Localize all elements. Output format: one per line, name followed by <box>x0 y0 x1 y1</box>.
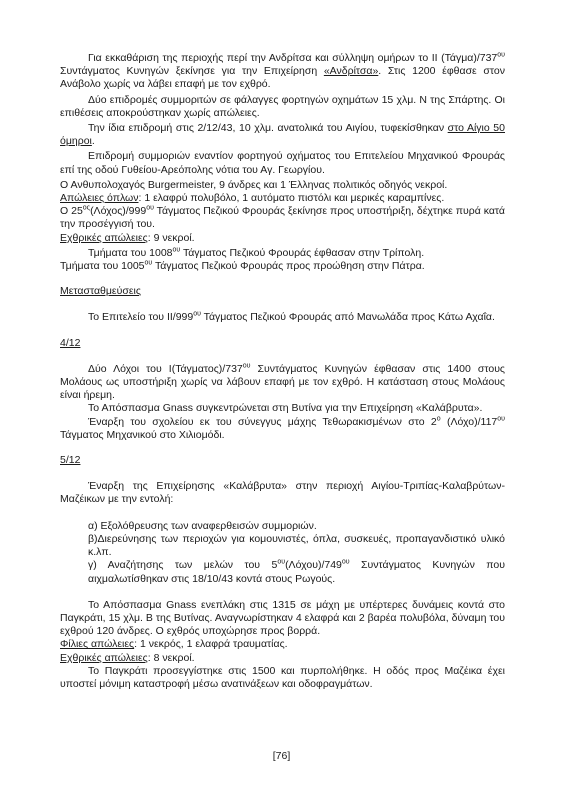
superscript: ου <box>144 259 153 267</box>
paragraph-armor-school <box>60 416 505 442</box>
paragraph-aigio-hostages <box>60 122 505 148</box>
paragraph-burgermeister: Ο Ανθυπολοχαγός Burgermeister, 9 άνδρες και 1 Έλληνας πολιτικός οδηγός νεκροί. <box>60 178 448 191</box>
text: Τάγματος Μηχανικού στο Χιλιομόδι. <box>60 428 225 441</box>
label: Απώλειες όπλων <box>60 192 139 205</box>
label: Εχθρικές απώλειες <box>60 651 148 664</box>
text: Τάγματος Πεζικού Φρουράς ξεκίνησε προς υποστήριξη, δέχτηκε πυρά κατά την προσέγγισή του. <box>60 205 505 231</box>
paragraph-1008-battalion <box>60 247 505 260</box>
text: Δύο Λόχοι του Ι(Τάγματος)/737 <box>88 362 243 375</box>
text: Ο 25 <box>60 205 83 218</box>
superscript: ος <box>82 204 91 212</box>
list-item-a: α) Εξολόθρευσης των αναφερθεισών συμμοριών. <box>88 519 317 532</box>
label: Φίλιες απώλειες <box>60 638 135 651</box>
text: Τάγματος Πεζικού Φρουράς από Μανωλάδα προς Κάτω Αχαΐα. <box>200 311 495 324</box>
text: Έναρξη του σχολείου εκ του σύνεγγυς μάχης Τεθωρακισμένων στο 2 <box>88 415 437 428</box>
superscript: ου <box>193 310 201 318</box>
page-number: [76] <box>272 750 291 762</box>
text: Συντάγματος Κυνηγών που αιχμαλωτίσθηκαν στις 18/10/43 κοντά στους Ρωγούς. <box>88 559 505 585</box>
superscript: ου <box>497 51 505 59</box>
text: Τμήματα του 1005 <box>60 260 145 273</box>
text: (Λόχο)/117 <box>440 415 498 428</box>
underlined-text: στο Αίγιο 50 όμηροι <box>60 122 505 148</box>
superscript: ου <box>341 558 350 566</box>
date-heading-4-12: 4/12 <box>60 336 81 349</box>
label: Εχθρικές απώλειες <box>60 231 148 244</box>
text: Για εκκαθάριση της περιοχής περί την Ανδρίτσα και σύλληψη ομήρων το ΙΙ (Τάγμα)/737 <box>88 52 498 64</box>
section-heading-relocations: Μετασταθμεύσεις <box>60 285 141 298</box>
paragraph-25th-company <box>60 205 505 231</box>
superscript: ου <box>172 246 181 254</box>
text: γ) Αναζήτησης των μελών του 5 <box>88 559 278 572</box>
superscript: ου <box>146 204 154 212</box>
date-heading-5-12: 5/12 <box>60 454 81 467</box>
paragraph-andritsa <box>60 52 505 92</box>
paragraph-gnass-vytina: Το Απόσπασμα Gnass συγκεντρώνεται στη Βυτίνα για την Επιχείρηση «Καλάβρυτα». <box>88 402 483 415</box>
paragraph-weapon-losses <box>60 192 505 205</box>
text: (Λόχου)/749 <box>285 559 342 572</box>
superscript: ου <box>277 558 286 566</box>
text: (Λόχος)/999 <box>90 205 147 218</box>
text: Συντάγματος Κυνηγών έφθασαν στις 1400 στους Μολάους ως υποστήριξη χωρίς να λάβουν επαφή με τον εχθρό. Η κατάσταση στους Μολάους είναι ήρεμη. <box>60 362 505 402</box>
paragraph-molaoi <box>60 363 505 403</box>
superscript: ο <box>436 415 441 423</box>
paragraph-enemy-losses-2 <box>60 652 505 665</box>
text: : 1 ελαφρύ πολυβόλο, 1 αυτόματο πιστόλι και μερικές καραμπίνες. <box>138 192 445 205</box>
superscript: ου <box>497 415 505 423</box>
text: Την ίδια επιδρομή στις 2/12/43, 10 χλμ. ανατολικά του Αιγίου, τυφεκίσθηκαν <box>88 122 448 135</box>
text: Τμήματα του 1008 <box>88 246 173 259</box>
operation-name: «Ανδρίτσα» <box>323 65 379 78</box>
text: . <box>91 135 95 148</box>
paragraph-pagkrati-burned: Το Παγκράτι προσεγγίστηκε στις 1500 και πυρπολήθηκε. Η οδός προς Μαζέικα έχει υποστεί μόνιμη καταστροφή μέσω ανατινάξεων και οδοφραγμάτων. <box>60 664 505 690</box>
text: : 9 νεκροί. <box>147 231 195 244</box>
paragraph-enemy-losses-1 <box>60 232 505 245</box>
paragraph-pagkrati-battle: Το Απόσπασμα Gnass ενεπλάκη στις 1315 σε μάχη με υπέρτερες δυνάμεις κοντά στο Παγκράτι, 15 χλμ. Β της Βυτίνας. Αναγνωρίστηκαν 4 ελαφρά και 2 βαρέα πολυβόλα, δύναμη του εχθρού 120 άνδρες. Ο εχθρός υποχώρησε προς βορρά. <box>60 598 505 638</box>
paragraph-staff-relocation <box>60 311 505 324</box>
list-item-b: β)Διερεύνησης των περιοχών για κομουνιστές, όπλα, συσκευές, προπαγανδιστικό υλικό κ.λπ. <box>88 532 505 559</box>
list-item-c <box>60 559 505 585</box>
text: Το Επιτελείο του ΙΙ/999 <box>88 311 194 324</box>
paragraph-gytheio-raid: Επιδρομή συμμοριών εναντίον φορτηγού οχήματος του Επιτελείου Μηχανικού Φρουράς επί της οδού Γυθείου-Αρεόπολης νότια του Αγ. Γεωργίου. <box>60 150 505 176</box>
text: : 8 νεκροί. <box>147 651 195 664</box>
paragraph-sparti-raids: Δύο επιδρομές συμμοριτών σε φάλαγγες φορτηγών οχημάτων 15 χλμ. Ν της Σπάρτης. Οι επιθέσεις αποκρούστηκαν χωρίς απώλειες. <box>60 93 505 119</box>
superscript: ου <box>242 362 251 370</box>
paragraph-friendly-losses <box>60 638 505 651</box>
text: Τάγματος Πεζικού Φρουράς προς προώθηση στην Πάτρα. <box>152 260 425 273</box>
text: Τάγματος Πεζικού Φρουράς έφθασαν στην Τρίπολη. <box>180 246 425 259</box>
paragraph-kalavryta-start: Έναρξη της Επιχείρησης «Καλάβρυτα» στην περιοχή Αιγίου-Τριπίας-Καλαβρύτων-Μαζέικων με την εντολή: <box>60 480 505 506</box>
paragraph-1005-battalion <box>60 260 505 273</box>
text: . Στις 1200 έφθασε στον Ανάβολο χωρίς να λάβει επαφή με τον εχθρό. <box>60 65 505 91</box>
text: Συντάγματος Κυνηγών ξεκίνησε για την Επιχείρηση <box>60 65 324 78</box>
text: : 1 νεκρός, 1 ελαφρά τραυματίας. <box>134 638 288 651</box>
